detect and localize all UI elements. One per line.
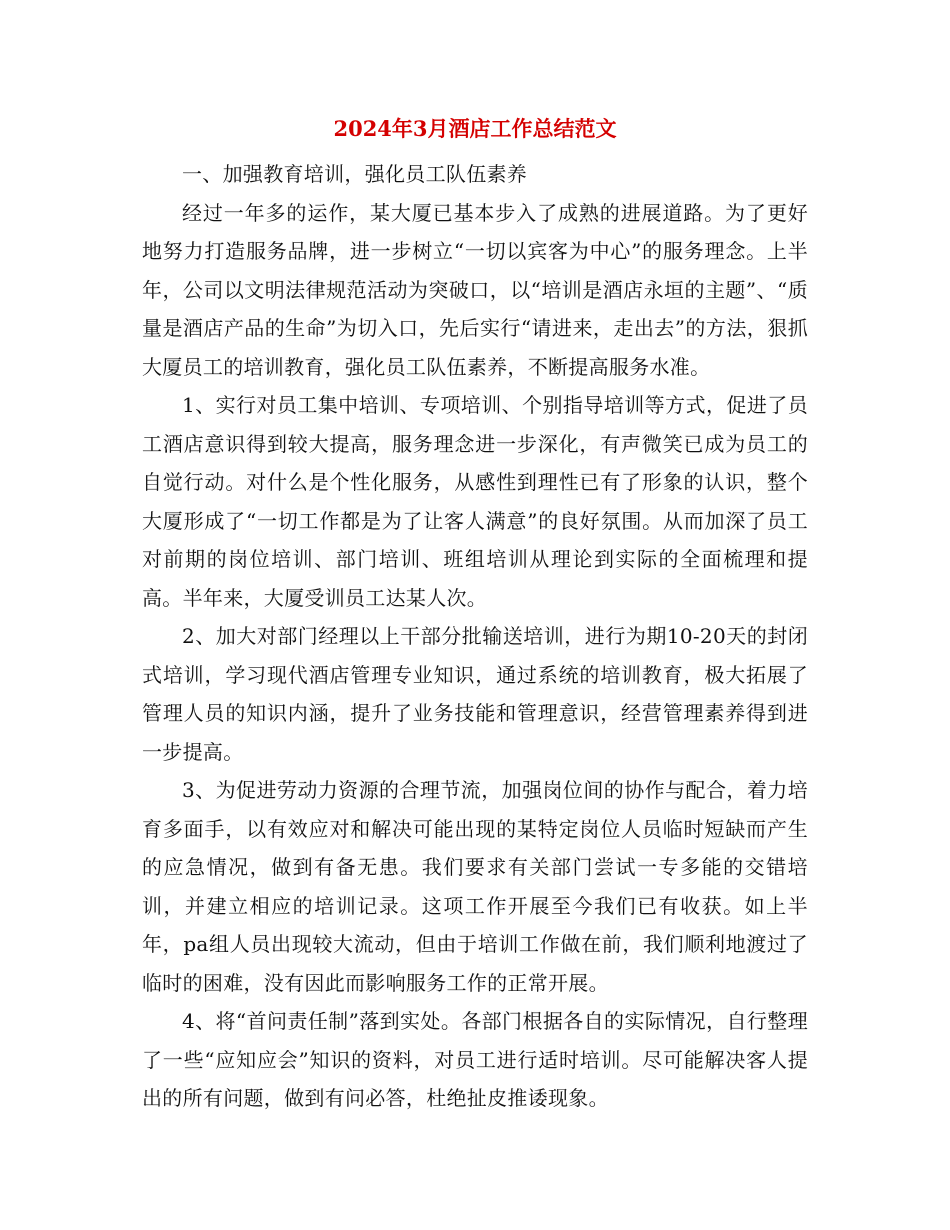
paragraph: 经过一年多的运作，某大厦已基本步入了成熟的进展道路。为了更好地努力打造服务品牌，进一步树立“一切以宾客为中心”的服务理念。上半年，公司以文明法律规范活动为突破口，以“培训是酒店永垣的主题”、“质量是酒店产品的生命”为切入口，先后实行“请进来，走出去”的方法，狠抓大厦员工的培训教育，强化员工队伍素养，不断提高服务水准。 xyxy=(142,200,808,379)
paragraph: 2、加大对部门经理以上干部分批输送培训，进行为期10-20天的封闭式培训，学习现代酒店管理专业知识，通过系统的培训教育，极大拓展了管理人员的知识内涵，提升了业务技能和管理意识，经营管理素养得到进一步提高。 xyxy=(142,624,808,764)
paragraph: 3、为促进劳动力资源的合理节流，加强岗位间的协作与配合，着力培育多面手，以有效应对和解决可能出现的某特定岗位人员临时短缺而产生的应急情况，做到有备无患。我们要求有关部门尝试一专多能的交错培训，并建立相应的培训记录。这项工作开展至今我们已有收获。如上半年，pa组人员出现较大流动，但由于培训工作做在前，我们顺利地渡过了临时的困难，没有因此而影响服务工作的正常开展。 xyxy=(142,778,808,995)
document-title: 2024年3月酒店工作总结范文 xyxy=(333,116,617,141)
paragraph: 4、将“首问责任制”落到实处。各部门根据各自的实际情况，自行整理了一些“应知应会”知识的资料，对员工进行适时培训。尽可能解决客人提出的所有问题，做到有问必答，杜绝扯皮推诿现象。 xyxy=(142,1009,808,1110)
section-heading: 一、加强教育培训，强化员工队伍素养 xyxy=(182,162,528,186)
document-body xyxy=(142,155,808,1118)
paragraph: 1、实行对员工集中培训、专项培训、个别指导培训等方式，促进了员工酒店意识得到较大提高，服务理念进一步深化，有声微笑已成为员工的自觉行动。对什么是个性化服务，从感性到理性已有了形象的认识，整个大厦形成了“一切工作都是为了让客人满意”的良好氛围。从而加深了员工对前期的岗位培训、部门培训、班组培训从理论到实际的全面梳理和提高。半年来，大厦受训员工达某人次。 xyxy=(142,393,808,610)
